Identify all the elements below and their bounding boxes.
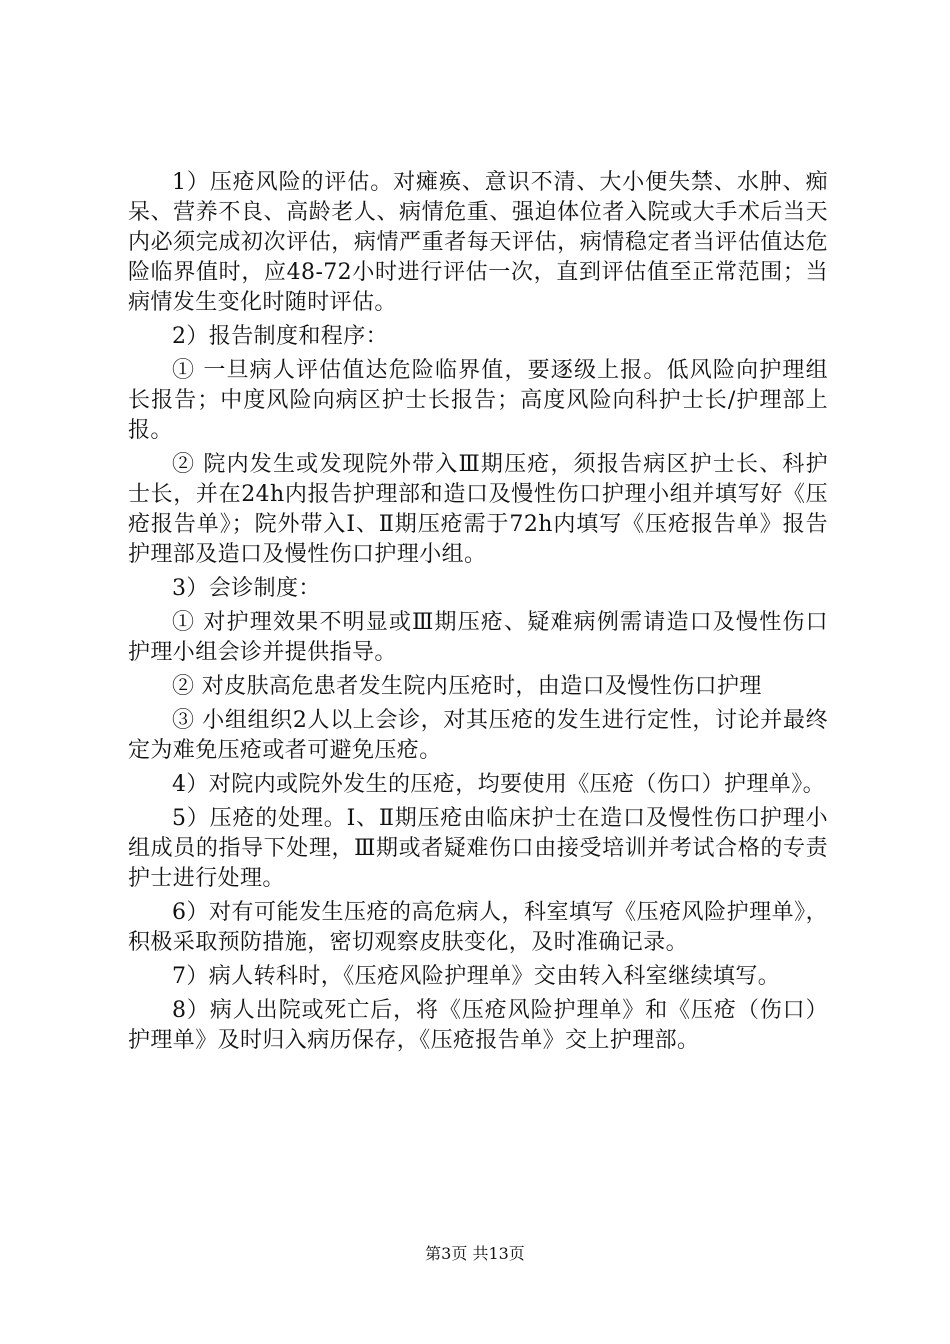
paragraph-discharge-archive: 8）病人出院或死亡后，将《压疮风险护理单》和《压疮（伤口）护理单》及时归入病历保存，《压疮报告单》交上护理部。	[128, 998, 828, 1053]
paragraph-consultation-item-3: ③ 小组组织2人以上会诊，对其压疮的发生进行定性，讨论并最终定为难免压疮或者可避免压疮。	[128, 708, 828, 763]
paragraph-reporting-item-1: ① 一旦病人评估值达危险临界值，要逐级上报。低风险向护理组长报告；中度风险向病区护士长报告；高度风险向科护士长/护理部上报。	[128, 358, 828, 443]
paragraph-consultation-heading: 3）会诊制度：	[172, 576, 321, 601]
paragraph-high-risk-patients: 6）对有可能发生压疮的高危病人，科室填写《压疮风险护理单》，积极采取预防措施，密切观察皮肤变化，及时准确记录。	[128, 900, 828, 955]
paragraph-reporting-heading: 2）报告制度和程序：	[172, 324, 388, 349]
paragraph-treatment: 5）压疮的处理。Ⅰ、Ⅱ期压疮由临床护士在造口及慢性伤口护理小组成员的指导下处理，Ⅲ期或者疑难伤口由接受培训并考试合格的专责护士进行处理。	[128, 806, 828, 891]
document-body	[128, 168, 828, 1060]
paragraph-consultation-item-2: ② 对皮肤高危患者发生院内压疮时，由造口及慢性伤口护理	[172, 674, 762, 699]
paragraph-wound-care-form: 4）对院内或院外发生的压疮，均要使用《压疮（伤口）护理单》。	[172, 772, 825, 797]
page-number-footer: 第3页 共13页	[425, 1244, 525, 1263]
paragraph-reporting-item-2: ② 院内发生或发现院外带入Ⅲ期压疮，须报告病区护士长、科护士长，并在24h内报告护理部和造口及慢性伤口护理小组并填写好《压疮报告单》；院外带入Ⅰ、Ⅱ期压疮需于72h内填写《压疮报告单》报告护理部及造口及慢性伤口护理小组。	[128, 452, 828, 567]
paragraph-department-transfer: 7）病人转科时，《压疮风险护理单》交由转入科室继续填写。	[172, 964, 781, 989]
paragraph-risk-assessment: 1）压疮风险的评估。对瘫痪、意识不清、大小便失禁、水肿、痴呆、营养不良、高龄老人、病情危重、强迫体位者入院或大手术后当天内必须完成初次评估，病情严重者每天评估，病情稳定者当评估值达危险临界值时，应48-72小时进行评估一次，直到评估值至正常范围；当病情发生变化时随时评估。	[128, 170, 828, 315]
paragraph-consultation-item-1: ① 对护理效果不明显或Ⅲ期压疮、疑难病例需请造口及慢性伤口护理小组会诊并提供指导。	[128, 610, 828, 665]
